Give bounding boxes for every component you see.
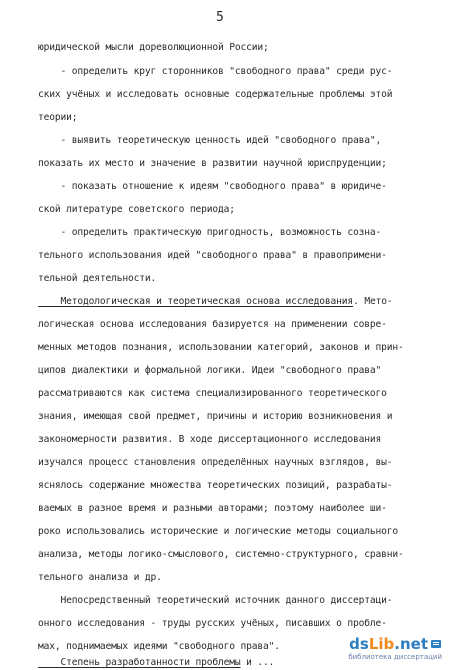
section-heading-line: Степень разработанности проблемы и ... (38, 657, 275, 668)
text-line: ских учёных и исследовать основные содержательные проблемы этой (38, 89, 393, 100)
text-line: яснялось содержание множества теоретических позиций, разрабаты- (38, 480, 393, 491)
text-line: - показать отношение к идеям "свободного права" в юридиче- (38, 181, 387, 192)
text-line: ской литературе советского периода; (38, 204, 235, 215)
text-line: менных методов познания, использовании категорий, законов и прин- (38, 342, 404, 353)
text-line: тельной деятельности. (38, 273, 157, 284)
text-line: - определить круг сторонников "свободного права" среди рус- (38, 66, 393, 77)
text-line: тельного использования идей "свободного права" в правопримени- (38, 250, 387, 261)
book-icon (430, 638, 442, 650)
page-number: 5 (216, 10, 224, 25)
section-heading-line: Методологическая и теоретическая основа исследования. Мето- (38, 296, 393, 307)
text-line: - определить практическую пригодность, возможность сознa- (38, 227, 382, 238)
text-line: теории; (38, 112, 78, 123)
text-line: ваемых в разное время и разными авторами; поэтому наиболее ши- (38, 503, 387, 514)
text-line: - выявить теоретическую ценность идей "свободного права", (38, 135, 382, 146)
text-line: анализа, методы логико-смыслового, системно-структурного, сравни- (38, 549, 404, 560)
text-line: онного исследования - труды русских учёных, писавших о пробле- (38, 618, 387, 629)
watermark-logo: ds Lib .net (349, 636, 442, 652)
watermark-subtitle: библиотека диссертаций (348, 653, 442, 661)
underlined-heading: Степень разработанности проблемы (38, 657, 241, 668)
text-line: тельного анализа и др. (38, 572, 162, 583)
text-line: изучался процесс становления определённых научных взглядов, вы- (38, 457, 393, 468)
text-line: юридической мысли дореволюционной России; (38, 42, 269, 53)
text-line: логическая основа исследования базируется на применении совре- (38, 319, 387, 330)
text-line: Непосредственный теоретический источник данного диссертаци- (38, 595, 393, 606)
text-line: показать их место и значение в развитии научной юриспруденции; (38, 158, 387, 169)
text-line: мах, поднимаемых идеями "свободного права". (38, 641, 280, 652)
text-line: ципов диалектики и формальной логики. Идеи "свободного права" (38, 365, 382, 376)
underlined-heading: Методологическая и теоретическая основа исследования (38, 296, 354, 307)
watermark (332, 636, 442, 664)
text-line: рассматриваются как система специализированного теоретического (38, 388, 387, 399)
text-line: знания, имеющая свой предмет, причины и историю возникновения и (38, 411, 393, 422)
text-line: роко использовались исторические и логические методы социального (38, 526, 399, 537)
text-line: закономерности развития. В ходе диссертационного исследования (38, 434, 382, 445)
